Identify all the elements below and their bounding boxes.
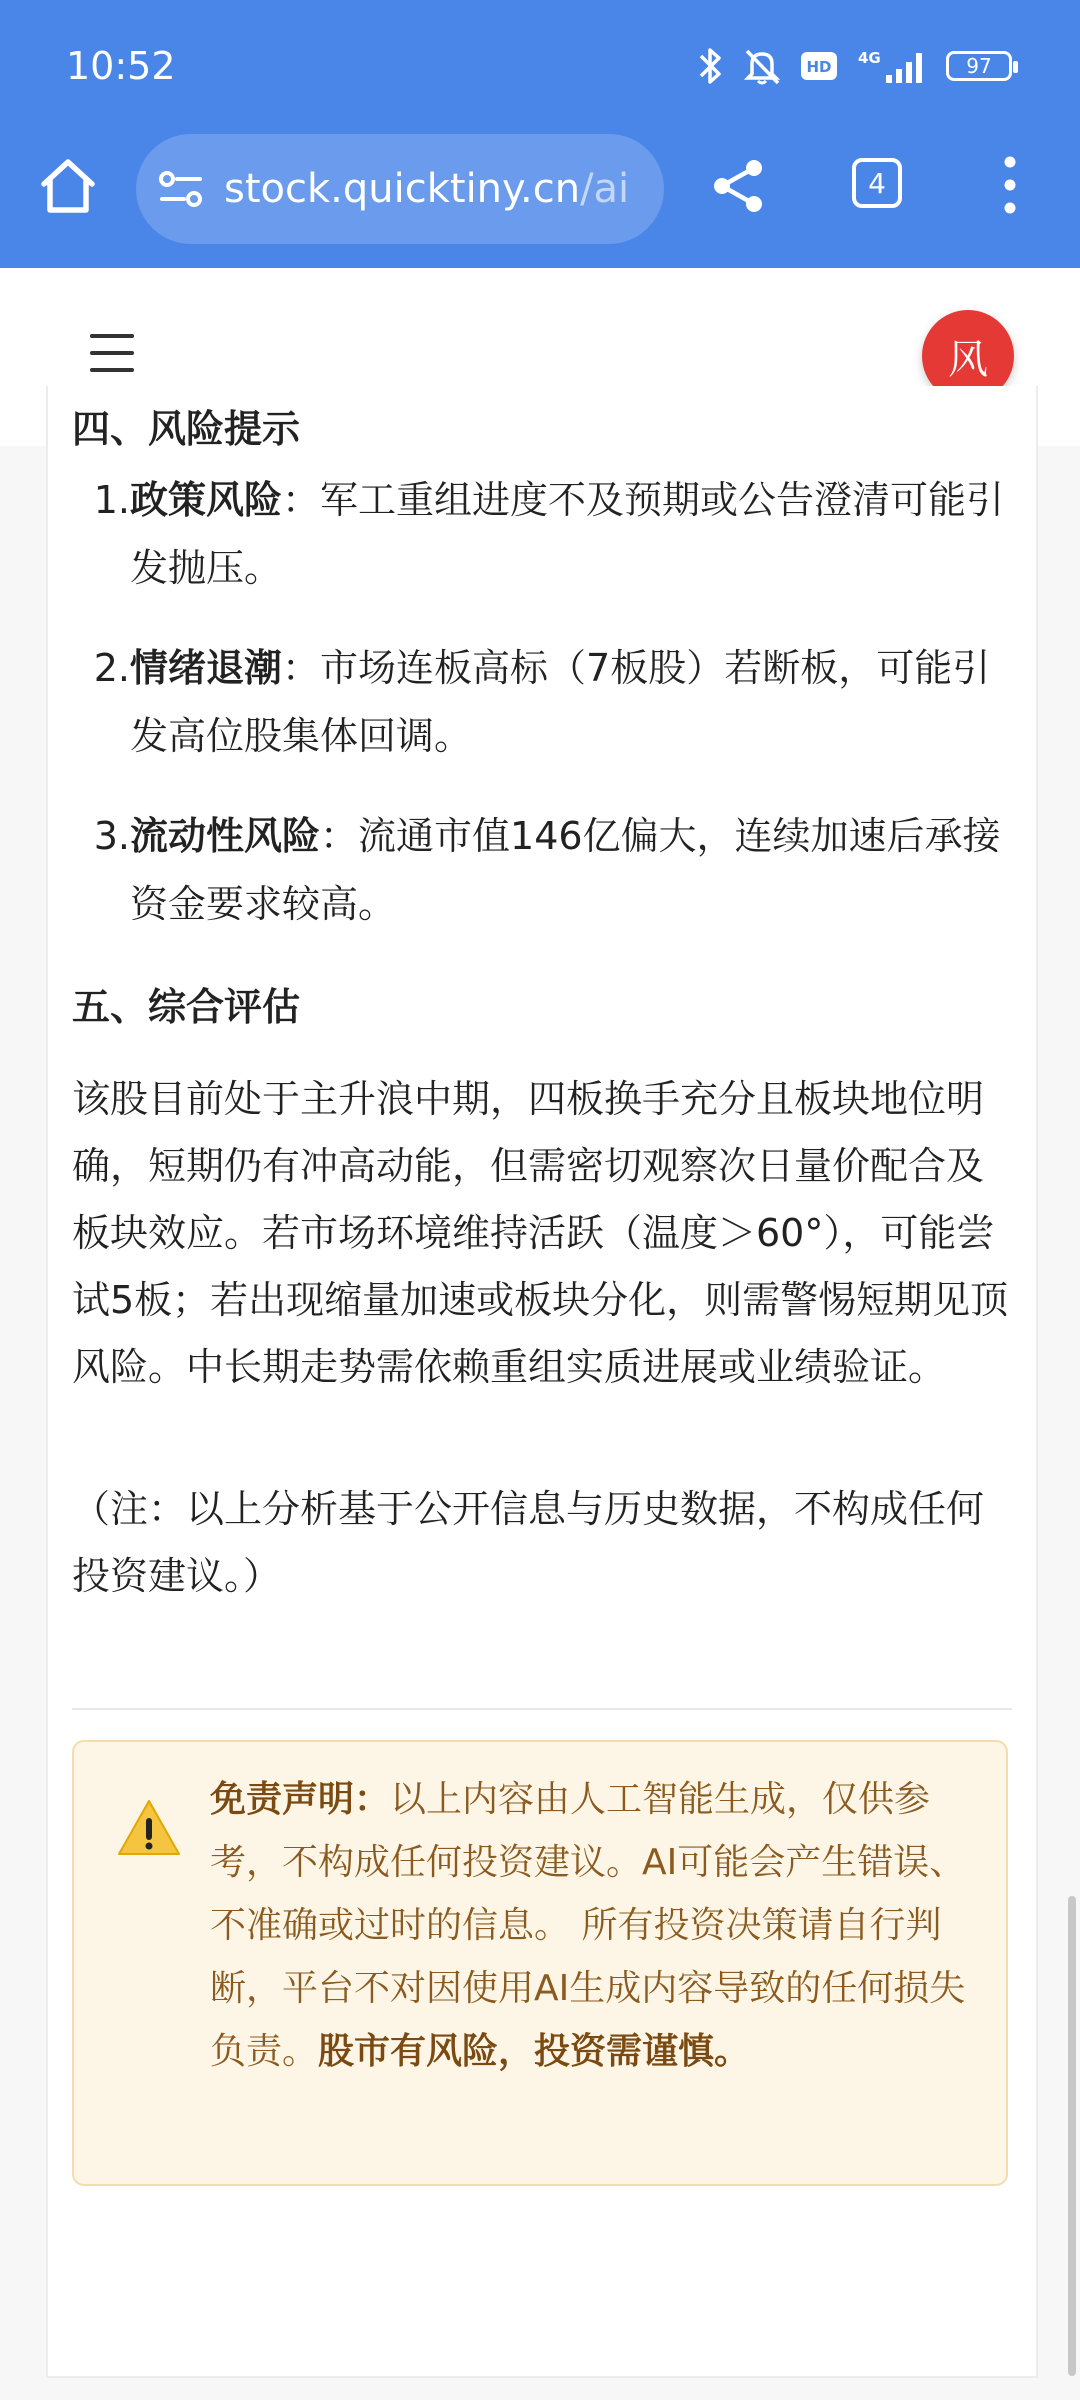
evaluation-section-title: 五、综合评估 [72, 985, 301, 1029]
list-item [72, 802, 1012, 938]
home-icon[interactable] [36, 154, 100, 218]
more-menu-icon[interactable] [990, 150, 1030, 220]
page-viewport [0, 407, 1080, 2400]
risk-section-title: 四、风险提示 [72, 407, 301, 451]
risk-number: 2. [93, 646, 130, 690]
disclaimer-body: 以上内容由人工智能生成，仅供参考，不构成任何投资建议。AI可能会产生错误、不准确或过时的信息。 所有投资决策请自行判断，平台不对因使用AI生成内容导致的任何损失负责。 [210, 1779, 966, 2072]
status-time: 10:52 [66, 44, 176, 88]
divider [72, 1708, 1012, 1710]
risk-title: 政策风险 [130, 478, 283, 522]
url-path: /ai [580, 166, 630, 212]
status-icons [698, 46, 1012, 86]
browser-toolbar [0, 130, 1080, 250]
risk-list [72, 466, 1012, 970]
list-item [72, 634, 1012, 770]
share-icon[interactable] [708, 156, 768, 216]
bluetooth-icon [698, 46, 724, 86]
disclaimer-label: 免责声明： [210, 1779, 391, 1820]
hd-badge-text: HD [806, 58, 832, 76]
hd-badge-icon [800, 51, 838, 81]
risk-number: 3. [93, 814, 130, 858]
battery-level: 97 [966, 54, 992, 78]
disclaimer-box [72, 1740, 1008, 2186]
url-domain: stock.quicktiny.cn [224, 166, 581, 212]
risk-number: 1. [93, 478, 130, 522]
list-item [72, 466, 1012, 602]
battery-icon [946, 51, 1012, 81]
signal-4g-icon [856, 47, 928, 85]
risk-title: 情绪退潮 [130, 646, 283, 690]
analysis-card [46, 386, 1038, 2378]
risk-text: ：军工重组进度不及预期或公告澄清可能引发抛压。 [130, 478, 1005, 590]
disclaimer-text [210, 1768, 970, 2083]
evaluation-summary: 该股目前处于主升浪中期，四板换手充分且板块地位明确，短期仍有冲高动能，但需密切观察次日量价配合及板块效应。若市场环境维持活跃（温度＞60°），可能尝试5板；若出现缩量加速或板块分化，则需警惕短期见顶风险。中长期走势需依赖重组实质进展或业绩验证。 [72, 1077, 1009, 1389]
tab-count: 4 [868, 166, 886, 200]
status-bar [0, 0, 1080, 130]
disclaimer-emphasis: 股市有风险，投资需谨慎。 [318, 2031, 751, 2072]
warning-icon [116, 1798, 182, 1858]
page-scrollbar[interactable] [1068, 1896, 1076, 2376]
risk-text: ：流通市值146亿偏大，连续加速后承接资金要求较高。 [130, 814, 1001, 926]
risk-title: 流动性风险 [130, 814, 321, 858]
risk-text: ：市场连板高标（7板股）若断板，可能引发高位股集体回调。 [130, 646, 991, 758]
analysis-note: （注：以上分析基于公开信息与历史数据，不构成任何投资建议。） [72, 1487, 985, 1598]
risk-body [130, 634, 1012, 770]
site-settings-icon[interactable] [156, 164, 206, 214]
tab-switcher-button[interactable] [852, 158, 902, 208]
risk-body [130, 802, 1012, 938]
hamburger-menu-icon[interactable] [90, 334, 134, 374]
url-text[interactable] [224, 166, 629, 212]
network-text: 4G [858, 49, 881, 67]
risk-body [130, 466, 1012, 602]
avatar[interactable]: 风 [922, 310, 1014, 402]
mute-bell-icon [742, 46, 782, 86]
browser-chrome [0, 0, 1080, 268]
address-bar[interactable] [136, 134, 664, 244]
